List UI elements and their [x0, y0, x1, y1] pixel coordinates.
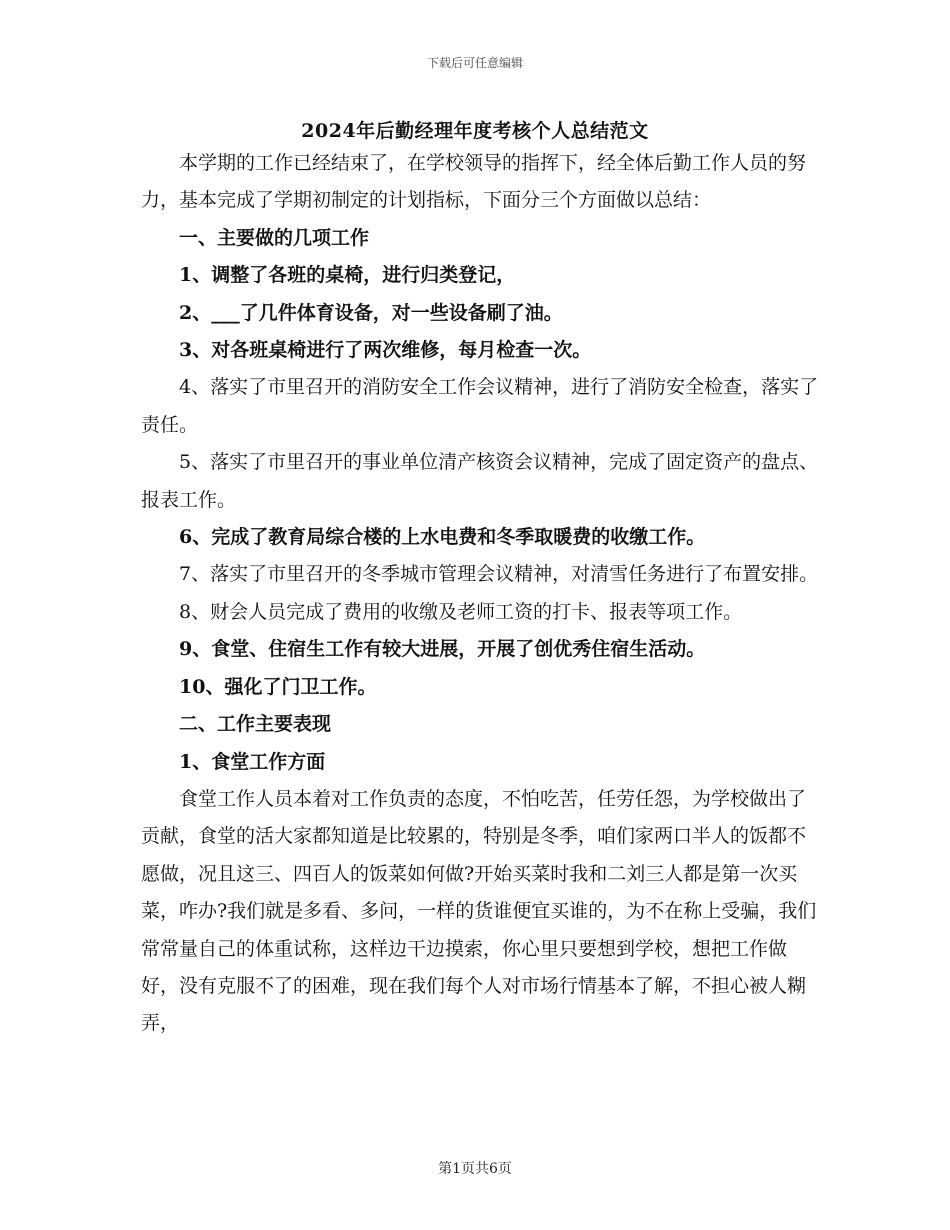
list-item: 9、食堂、住宿生工作有较大进展，开展了创优秀住宿生活动。: [179, 638, 706, 661]
list-item: 7、落实了市里召开的冬季城市管理会议精神，对清雪任务进行了布置安排。: [179, 563, 819, 586]
document-title: 2024年后勤经理年度考核个人总结范文: [301, 120, 649, 142]
list-item: 3、对各班桌椅进行了两次维修，每月检查一次。: [179, 339, 592, 362]
page-number-footer: 第1页共6页: [438, 1161, 512, 1177]
list-item: 10、强化了门卫工作。: [179, 675, 377, 698]
paragraph-intro: 本学期的工作已经结束了，在学校领导的指挥下，经全体后勤工作人员的努力，基本完成了学期初制定的计划指标，下面分三个方面做以总结：: [141, 152, 807, 212]
list-item: 1、调整了各班的桌椅，进行归类登记，: [179, 264, 516, 287]
subheading-canteen: 1、食堂工作方面: [179, 750, 326, 773]
list-item: 4、落实了市里召开的消防安全工作会议精神，进行了消防安全检查，落实了责任。: [141, 376, 819, 436]
list-item: 2、___了几件体育设备，对一些设备刷了油。: [179, 301, 563, 324]
list-item: 5、落实了市里召开的事业单位清产核资会议精神，完成了固定资产的盘点、报表工作。: [141, 451, 819, 511]
heading-section-2: 二、工作主要表现: [179, 713, 332, 736]
heading-section-1: 一、主要做的几项工作: [179, 226, 370, 249]
document-body: [141, 145, 821, 1043]
list-item: 8、财会人员完成了费用的收缴及老师工资的打卡、报表等项工作。: [179, 600, 743, 623]
page-header-note: 下载后可任意编辑: [426, 56, 523, 70]
list-item: 6、完成了教育局综合楼的上水电费和冬季取暖费的收缴工作。: [179, 526, 706, 549]
paragraph-canteen: 食堂工作人员本着对工作负责的态度，不怕吃苦，任劳任怨，为学校做出了贡献，食堂的活大家都知道是比较累的，特别是冬季，咱们家两口半人的饭都不愿做，况且这三、四百人的饭菜如何做?开始买菜时我和二刘三人都是第一次买菜，咋办?我们就是多看、多问，一样的货谁便宜买谁的，为不在称上受骗，我们常常量自己的体重试称，这样边干边摸索，你心里只要想到学校，想把工作做好，没有克服不了的困难，现在我们每个人对市场行情基本了解，不担心被人糊弄，: [141, 787, 817, 1035]
